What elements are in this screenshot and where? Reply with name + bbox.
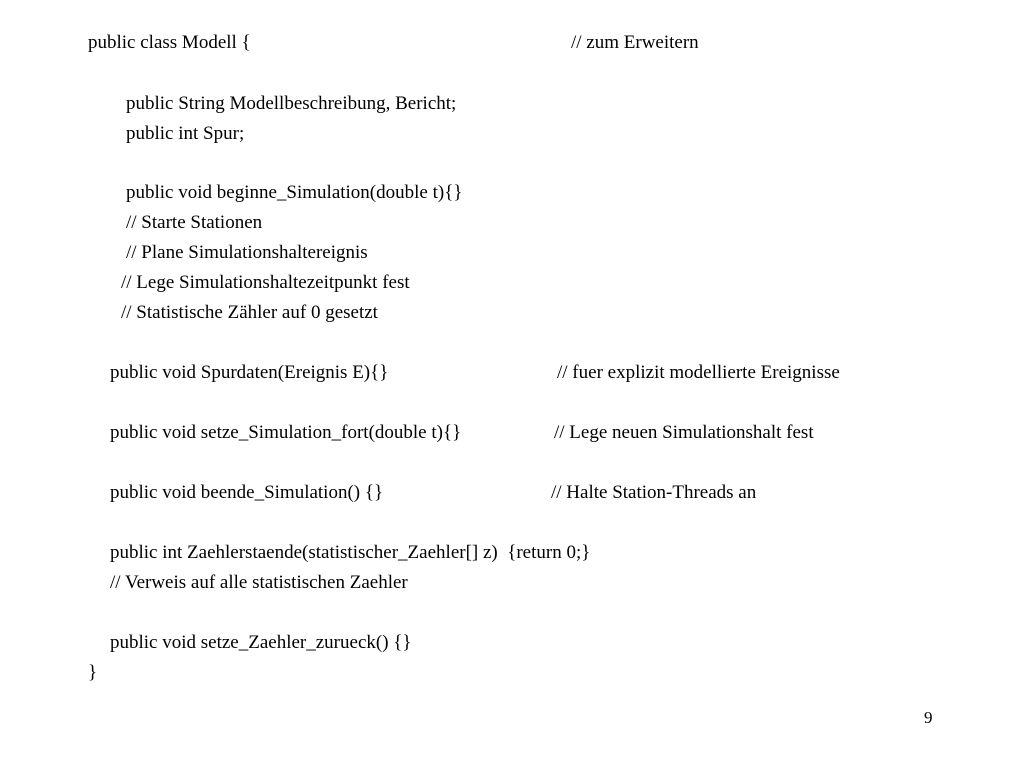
code-line-spurdaten: public void Spurdaten(Ereignis E){} bbox=[110, 362, 389, 383]
code-line-beende-simulation: public void beende_Simulation() {} bbox=[110, 482, 384, 503]
code-line-string-fields: public String Modellbeschreibung, Bericht; bbox=[126, 93, 457, 114]
code-line-beginne-simulation: public void beginne_Simulation(double t){} bbox=[126, 182, 463, 203]
code-line-zaehlerstaende: public int Zaehlerstaende(statistischer_Zaehler[] z) {return 0;} bbox=[110, 542, 591, 563]
code-comment-halte-threads: // Halte Station-Threads an bbox=[551, 482, 757, 503]
code-comment-plane-halt: // Plane Simulationshaltereignis bbox=[126, 242, 368, 263]
code-comment-neuer-halt: // Lege neuen Simulationshalt fest bbox=[554, 422, 814, 443]
code-line-setze-zaehler-zurueck: public void setze_Zaehler_zurueck() {} bbox=[110, 632, 412, 653]
page-number: 9 bbox=[924, 708, 933, 727]
code-comment-ereignisse: // fuer explizit modellierte Ereignisse bbox=[557, 362, 840, 383]
code-comment-zaehler-gesetzt: // Statistische Zähler auf 0 gesetzt bbox=[121, 302, 378, 323]
code-comment-extend: // zum Erweitern bbox=[571, 32, 699, 53]
code-comment-starte-stationen: // Starte Stationen bbox=[126, 212, 263, 233]
code-line-closing-brace: } bbox=[88, 662, 98, 683]
code-line-int-field: public int Spur; bbox=[126, 123, 245, 144]
code-comment-verweis-zaehler: // Verweis auf alle statistischen Zaehler bbox=[110, 572, 408, 593]
code-line-setze-simulation-fort: public void setze_Simulation_fort(double t){} bbox=[110, 422, 462, 443]
code-line-class-declaration: public class Modell { bbox=[88, 32, 251, 53]
code-comment-lege-zeitpunkt: // Lege Simulationshaltezeitpunkt fest bbox=[121, 272, 410, 293]
